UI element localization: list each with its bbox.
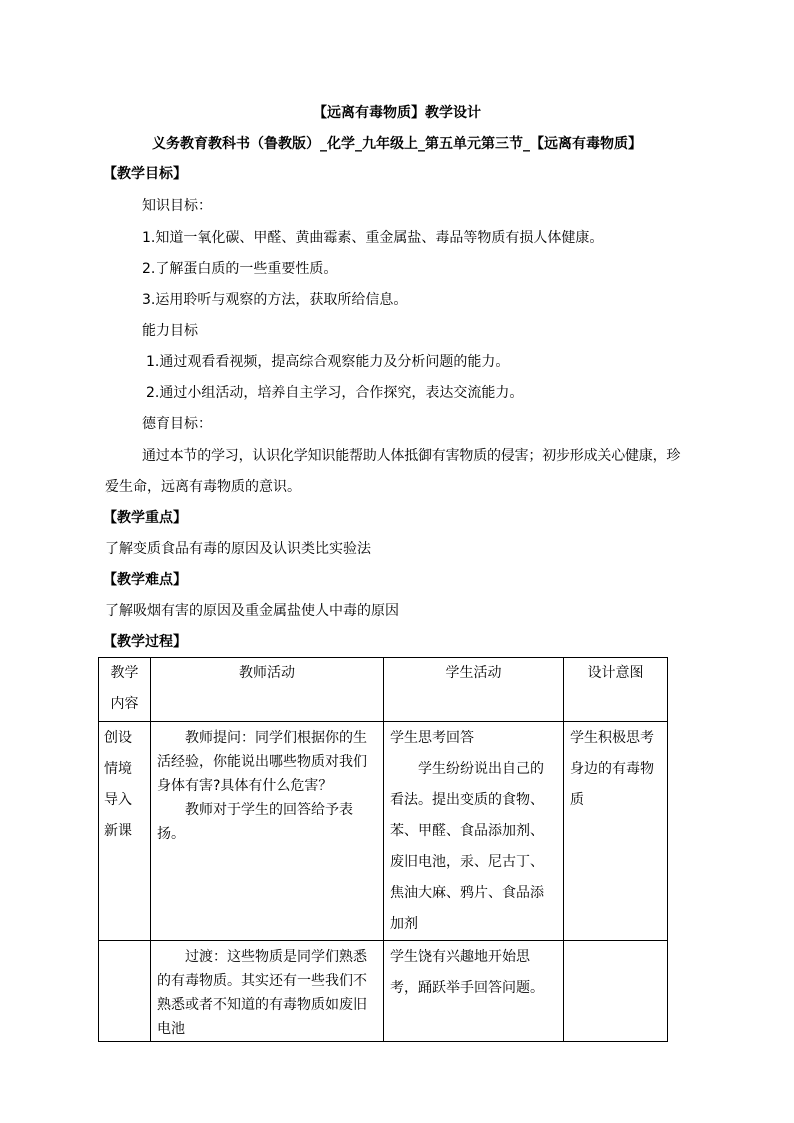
ability-item: 1.通过观看看视频，提高综合观察能力及分析问题的能力。	[146, 354, 510, 370]
moral-text-line1: 通过本节的学习，认识化学知识能帮助人体抵御有害物质的侵害；初步形成关心健康，珍	[142, 448, 681, 464]
header-teacher: 教师活动	[151, 658, 384, 722]
difficulty-heading: 【教学难点】	[103, 572, 187, 588]
objectives-heading: 【教学目标】	[103, 166, 187, 182]
process-heading: 【教学过程】	[103, 634, 187, 650]
row1-teacher-question: 教师提问：同学们根据你的生活经验，你能说出哪些物质对我们身体有害?具体有什么危害？	[157, 730, 367, 794]
row1-student	[384, 722, 564, 941]
document-subtitle: 义务教育教科书（鲁教版）_化学_九年级上_第五单元第三节_【远离有毒物质】	[152, 136, 642, 152]
header-content	[99, 658, 151, 722]
ability-label: 能力目标	[142, 323, 198, 339]
key-point-heading: 【教学重点】	[103, 510, 187, 526]
row1-teacher	[151, 722, 384, 941]
row1-content-line: 情境	[104, 761, 132, 777]
row1-content-line: 创设	[104, 730, 132, 746]
difficulty-text: 了解吸烟有害的原因及重金属盐使人中毒的原因	[105, 603, 399, 619]
row2-teacher	[151, 941, 384, 1042]
moral-label: 德育目标：	[142, 416, 212, 432]
document-title: 【远离有毒物质】教学设计	[313, 105, 481, 121]
row1-content	[99, 722, 151, 941]
moral-text-line2: 爱生命，远离有毒物质的意识。	[105, 479, 301, 495]
header-student: 学生活动	[384, 658, 564, 722]
knowledge-item: 2.了解蛋白质的一些重要性质。	[142, 261, 338, 277]
row1-student-answer: 学生纷纷说出自己的看法。提出变质的食物、苯、甲醛、食品添加剂、废旧电池，汞、尼古丁、焦油大麻、鸦片、食品添加剂	[390, 761, 544, 932]
key-point-text: 了解变质食品有毒的原因及认识类比实验法	[105, 541, 371, 557]
table-row	[99, 722, 668, 941]
process-table	[98, 657, 668, 1042]
row1-content-line: 导入	[104, 792, 132, 808]
row1-teacher-praise: 教师对于学生的回答给予表扬。	[157, 802, 353, 842]
table-row	[99, 941, 668, 1042]
knowledge-item: 1.知道一氧化碳、甲醛、黄曲霉素、重金属盐、毒品等物质有损人体健康。	[142, 230, 604, 246]
row2-content	[99, 941, 151, 1042]
row1-intent: 学生积极思考身边的有毒物质	[564, 722, 668, 941]
table-header-row	[99, 658, 668, 722]
row1-student-answer-label: 学生思考回答	[390, 730, 474, 746]
row2-student: 学生饶有兴趣地开始思考，踊跃举手回答问题。	[384, 941, 564, 1042]
row2-intent	[564, 941, 668, 1042]
knowledge-label: 知识目标：	[142, 198, 212, 214]
ability-item: 2.通过小组活动，培养自主学习，合作探究，表达交流能力。	[146, 385, 524, 401]
row1-content-line: 新课	[104, 823, 132, 839]
header-content-line: 内容	[110, 696, 139, 712]
knowledge-item: 3.运用聆听与观察的方法，获取所给信息。	[142, 292, 408, 308]
row2-teacher-text: 过渡：这些物质是同学们熟悉的有毒物质。其实还有一些我们不熟悉或者不知道的有毒物质如废旧电池	[157, 949, 367, 1037]
header-intent: 设计意图	[564, 658, 668, 722]
header-content-line: 教学	[110, 665, 139, 681]
